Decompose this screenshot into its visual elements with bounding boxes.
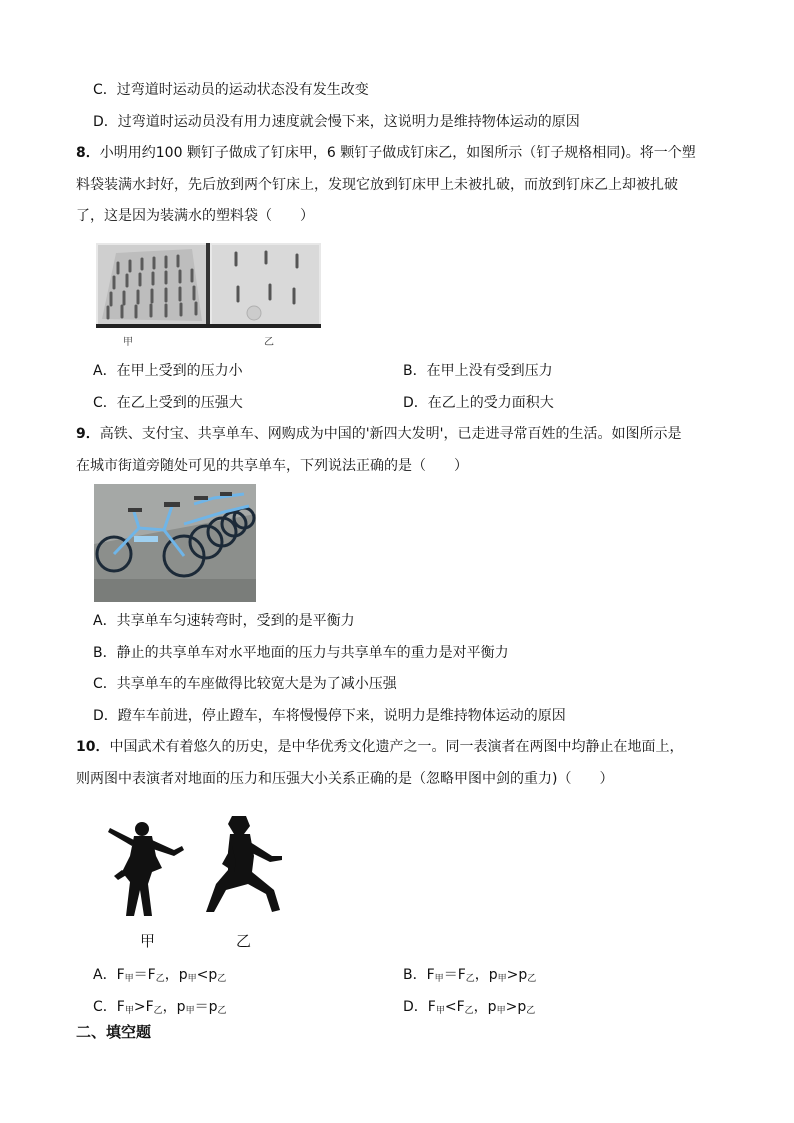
q9-text-1: 高铁、支付宝、共享单车、网购成为中国的'新四大发明'，已走进寻常百姓的生活。如图所示是	[99, 426, 682, 442]
q8-option-d: D．在乙上的受力面积大	[403, 395, 554, 411]
equals-sign: ＝	[133, 967, 148, 983]
yi-subscript: 乙	[527, 974, 537, 984]
jia-subscript: 甲	[124, 1006, 134, 1016]
q10-option-d-label: D．	[403, 999, 428, 1015]
q9-option-c: C．共享单车的车座做得比较宽大是为了减小压强	[93, 676, 397, 692]
q10-stem-line1	[76, 737, 683, 757]
comma: ，	[164, 967, 179, 983]
jia-subscript: 甲	[434, 974, 444, 984]
q10-option-b-label: B．	[403, 967, 427, 983]
pressure-symbol: p	[208, 999, 218, 1015]
yi-subscript: 乙	[155, 974, 165, 984]
greater-than-sign: >	[505, 999, 518, 1015]
q8-option-a: A．在甲上受到的压力小	[93, 363, 243, 379]
pressure-symbol: p	[176, 999, 186, 1015]
greater-than-sign: >	[133, 999, 146, 1015]
q7-option-c: C．过弯道时运动员的运动状态没有发生改变	[93, 82, 369, 98]
martial-arts-figure	[104, 812, 284, 920]
less-than-sign: <	[444, 999, 457, 1015]
pressure-symbol: p	[517, 999, 527, 1015]
equals-sign: ＝	[194, 999, 209, 1015]
jia-subscript: 甲	[187, 974, 197, 984]
q10-option-d	[403, 997, 535, 1021]
q8-option-c: C．在乙上受到的压强大	[93, 395, 243, 411]
force-symbol: F	[427, 999, 436, 1015]
section-heading-fill-in: 二、填空题	[76, 1023, 152, 1041]
q8-caption-b: 乙	[264, 337, 274, 348]
q7-option-d: D．过弯道时运动员没有用力速度就会慢下来，这说明力是维持物体运动的原因	[93, 114, 580, 130]
q8-stem-line1	[76, 143, 696, 163]
force-symbol: F	[147, 967, 156, 983]
jia-subscript: 甲	[435, 1006, 445, 1016]
q10-text-1: 中国武术有着悠久的历史，是中华优秀文化遗产之一。同一表演者在两图中均静止在地面上，	[109, 739, 684, 755]
q8-number: 8．	[76, 145, 100, 161]
q8-stem-line3: 了，这是因为装满水的塑料袋（ ）	[76, 208, 314, 224]
force-symbol: F	[145, 999, 154, 1015]
q8-option-b: B．在甲上没有受到压力	[403, 363, 553, 379]
yi-subscript: 乙	[217, 1006, 227, 1016]
q9-option-b: B．静止的共享单车对水平地面的压力与共享单车的重力是对平衡力	[93, 645, 509, 661]
q9-option-d: D．蹬车车前进，停止蹬车，车将慢慢停下来，说明力是维持物体运动的原因	[93, 708, 566, 724]
nail-bed-figure	[96, 243, 321, 328]
q10-option-c	[93, 997, 226, 1021]
nail-bed-image	[96, 243, 321, 328]
pressure-symbol: p	[488, 967, 498, 983]
jia-subscript: 甲	[496, 1006, 506, 1016]
q8-caption-a: 甲	[123, 337, 133, 348]
q9-option-a: A．共享单车匀速转弯时，受到的是平衡力	[93, 613, 355, 629]
yi-subscript: 乙	[217, 974, 227, 984]
force-symbol: F	[457, 967, 466, 983]
yi-subscript: 乙	[464, 1006, 474, 1016]
q10-stem-line2: 则两图中表演者对地面的压力和压强大小关系正确的是（忽略甲图中剑的重力)（ ）	[76, 771, 614, 787]
q10-caption-b: 乙	[236, 932, 252, 950]
pressure-symbol: p	[518, 967, 528, 983]
pressure-symbol: p	[178, 967, 188, 983]
q8-stem-line2: 料袋装满水封好，先后放到两个钉床上，发现它放到钉床甲上未被扎破，而放到钉床乙上却被扎破	[76, 177, 678, 193]
yi-subscript: 乙	[465, 974, 475, 984]
shared-bike-image	[94, 484, 256, 602]
shared-bike-figure	[94, 484, 256, 602]
q9-stem-line2: 在城市街道旁随处可见的共享单车，下列说法正确的是（ ）	[76, 458, 468, 474]
q10-option-c-label: C．	[93, 999, 117, 1015]
comma: ，	[473, 999, 488, 1015]
pressure-symbol: p	[208, 967, 218, 983]
force-symbol: F	[116, 999, 125, 1015]
equals-sign: ＝	[443, 967, 458, 983]
comma: ，	[162, 999, 177, 1015]
jia-subscript: 甲	[124, 974, 134, 984]
greater-than-sign: >	[506, 967, 519, 983]
q10-option-a-label: A．	[93, 967, 117, 983]
yi-subscript: 乙	[526, 1006, 536, 1016]
jia-subscript: 甲	[497, 974, 507, 984]
q10-option-b	[403, 965, 536, 989]
q10-number: 10．	[76, 739, 110, 755]
comma: ，	[474, 967, 489, 983]
q9-stem-line1	[76, 424, 681, 444]
yi-subscript: 乙	[153, 1006, 163, 1016]
force-symbol: F	[426, 967, 435, 983]
q10-option-a	[93, 965, 226, 989]
jia-subscript: 甲	[185, 1006, 195, 1016]
less-than-sign: <	[196, 967, 209, 983]
q9-number: 9．	[76, 426, 100, 442]
q8-text-1: 小明用约100 颗钉子做成了钉床甲，6 颗钉子做成钉床乙，如图所示（钉子规格相同)。将一个塑	[99, 145, 696, 161]
force-symbol: F	[116, 967, 125, 983]
pressure-symbol: p	[487, 999, 497, 1015]
martial-arts-silhouettes	[104, 812, 284, 920]
force-symbol: F	[456, 999, 465, 1015]
q10-caption-a: 甲	[140, 932, 156, 950]
